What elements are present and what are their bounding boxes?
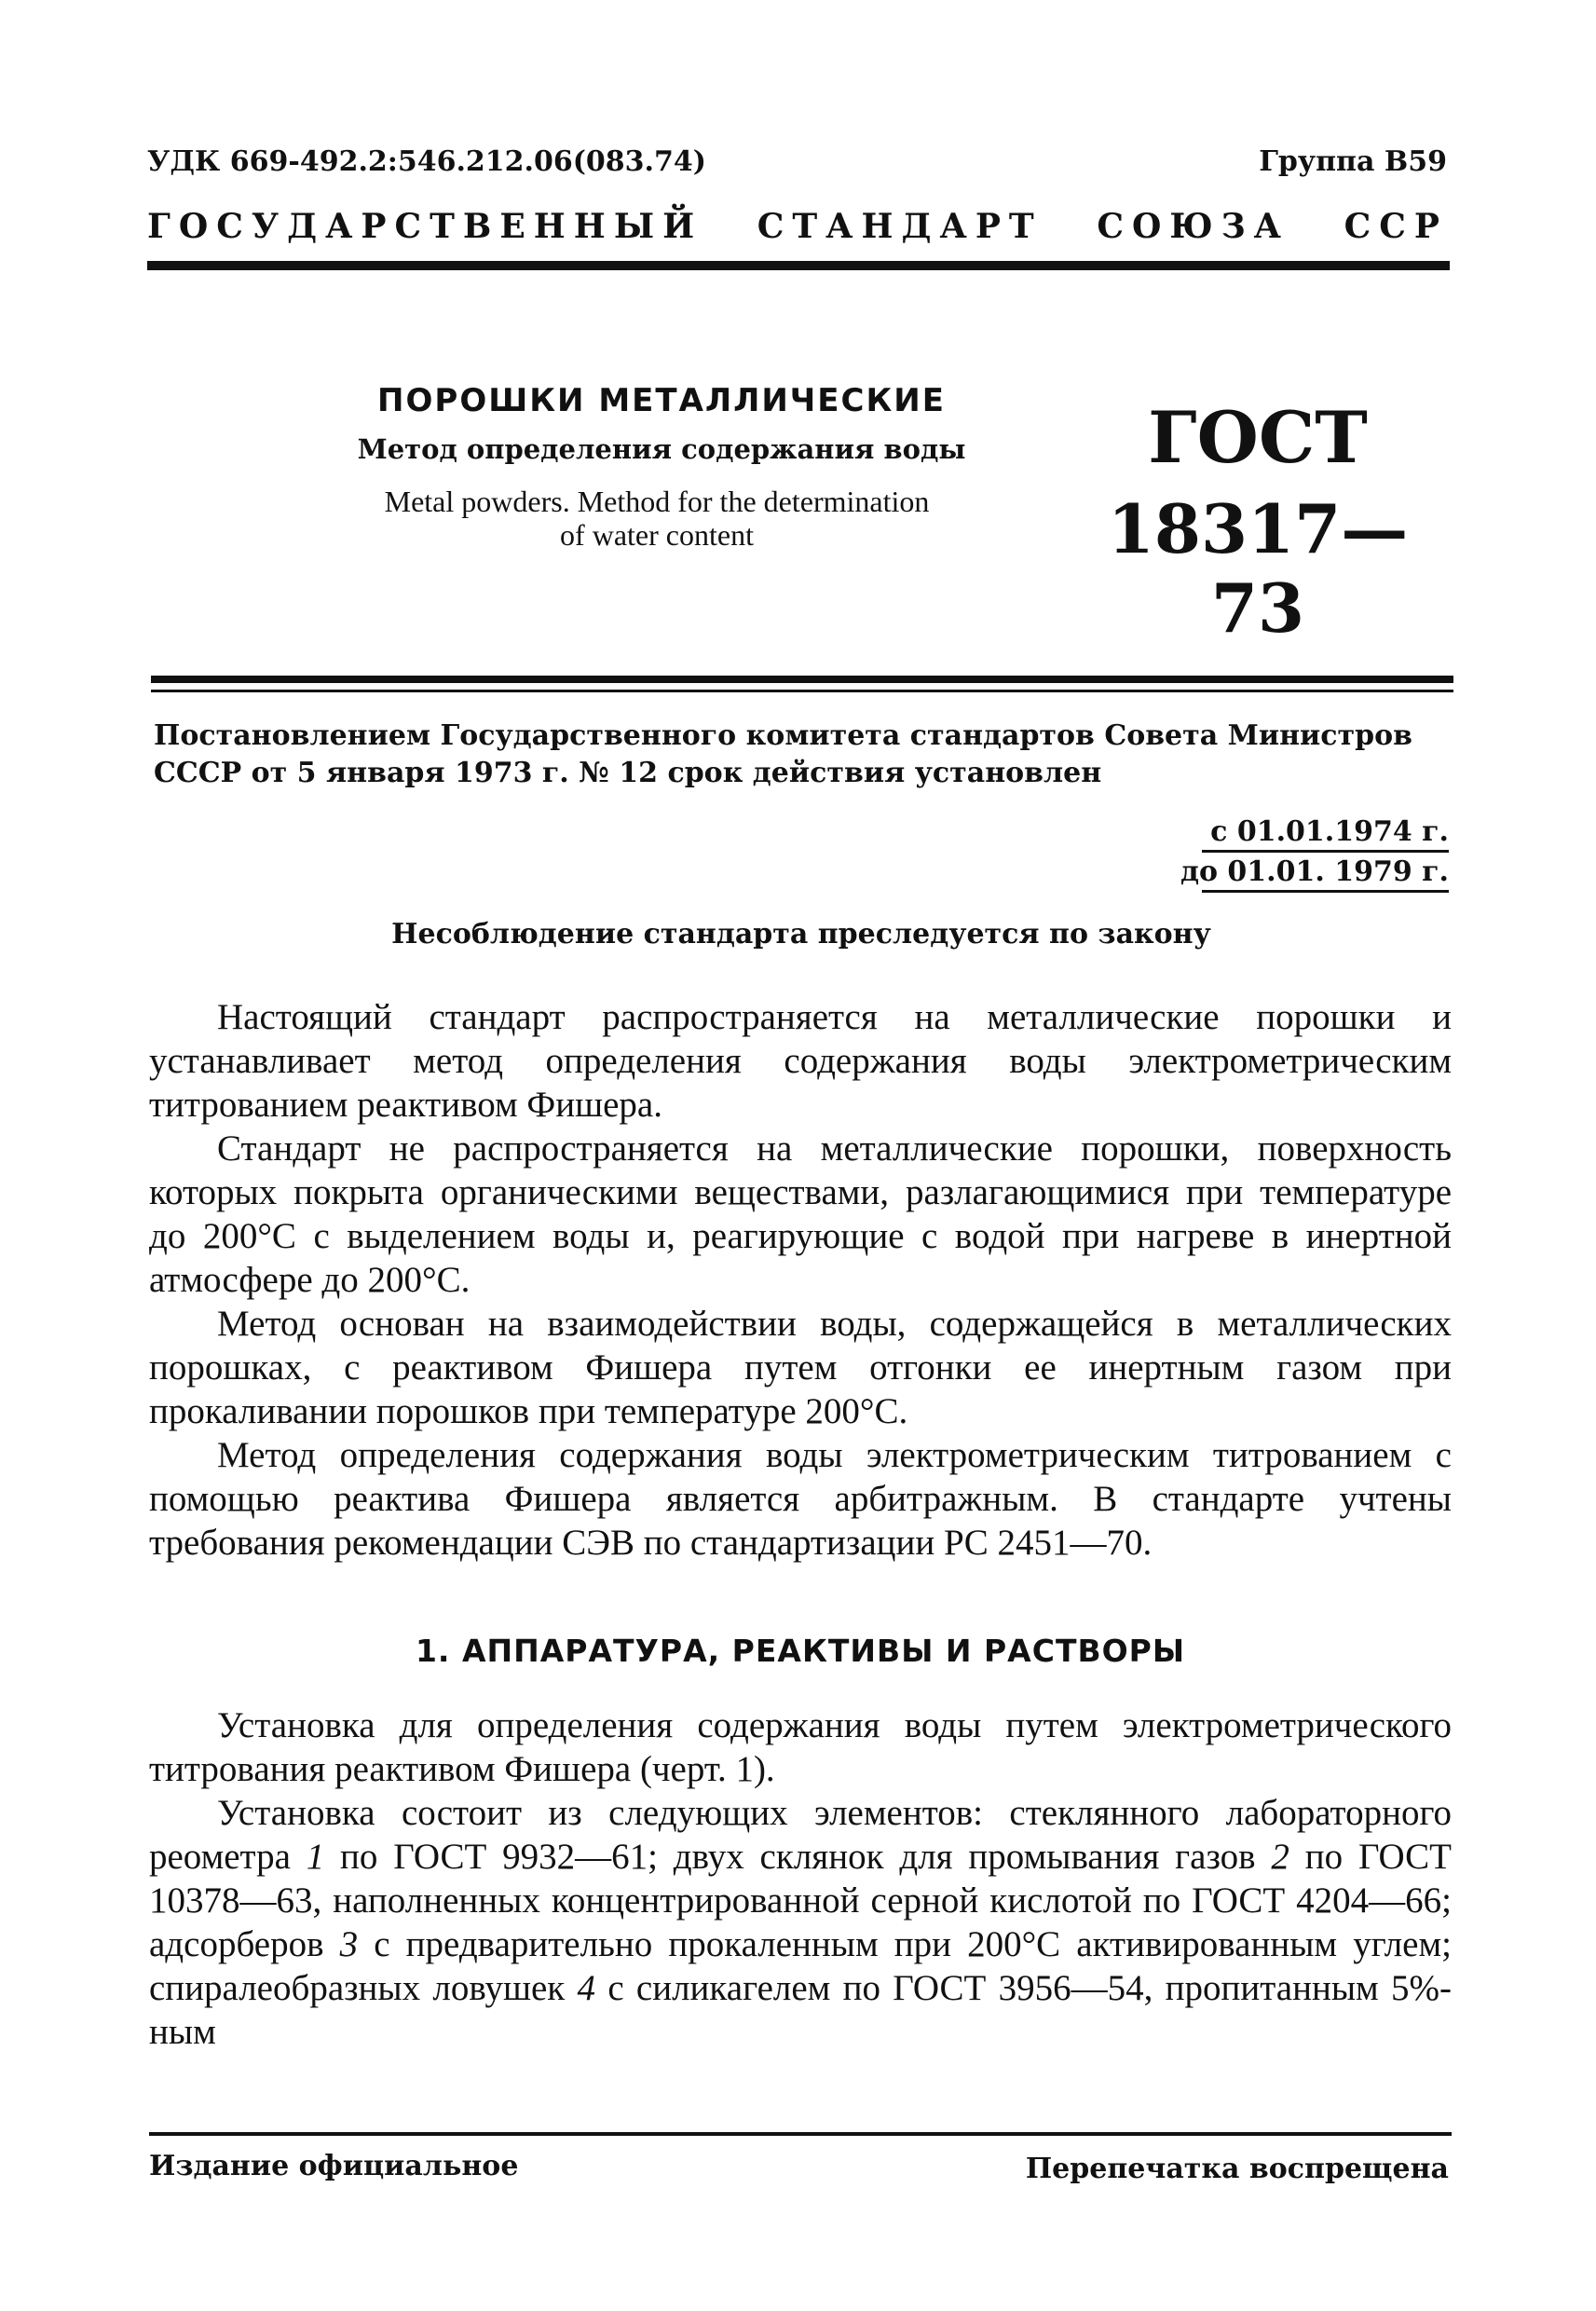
- date-to-underline: [1202, 890, 1449, 893]
- title-english-line-1: Metal powders. Method for the determination: [384, 485, 930, 518]
- title-english: [214, 485, 1099, 552]
- text-run: с предварительно прокаленным при 200°С активированным углем; спиралеобразных ловушек: [149, 1924, 1452, 2008]
- text-run: по ГОСТ 9932—61; двух склянок для промывания газов: [324, 1837, 1272, 1877]
- figure-ref-3: 3: [339, 1924, 359, 1964]
- gost-label: ГОСТ: [1148, 396, 1368, 479]
- section-paragraph: [149, 1791, 1452, 2054]
- header-divider: [147, 261, 1450, 270]
- validity-date-from: с 01.01.1974 г.: [1210, 815, 1449, 848]
- text-run: по ГОСТ 10378—63, наполненных концентрированной серной кислотой по ГОСТ 4204—66; адсорберов: [149, 1837, 1452, 1964]
- group-code: Группа В59: [1259, 145, 1447, 178]
- section-1-text: [149, 1703, 1452, 2054]
- title-russian: ПОРОШКИ МЕТАЛЛИЧЕСКИЕ: [377, 382, 946, 419]
- subtitle-russian: Метод определения содержания воды: [357, 433, 966, 465]
- state-standard-banner: ГОСУДАРСТВЕННЫЙ СТАНДАРТ СОЮЗА ССР: [147, 207, 1448, 246]
- figure-ref-1: 1: [306, 1837, 325, 1877]
- text-run: с силикагелем по ГОСТ 3956—54, пропитанным 5%-ным: [149, 1968, 1452, 2052]
- intro-paragraph: Стандарт не распространяется на металлические порошки, поверхность которых покрыта органическими веществами, разлагающимися при температуре до 200°С с выделением воды и, реагирующие с водой при нагреве в инертной атмосфере до 200°С.: [149, 1128, 1452, 1300]
- intro-paragraph: Метод основан на взаимодействии воды, содержащейся в металлических порошках, с реактивом Фишера путем отгонки ее инертным газом при прокаливании порошков при температуре 200°С.: [149, 1304, 1452, 1431]
- legal-warning: Несоблюдение стандарта преследуется по закону: [391, 918, 1211, 950]
- section-paragraph: Установка для определения содержания воды путем электрометрического титрования реактивом Фишера (черт. 1).: [149, 1705, 1452, 1789]
- date-from-underline: [1202, 850, 1449, 853]
- title-divider-thin: [151, 690, 1453, 692]
- validity-date-to: до 01.01. 1979 г.: [1180, 855, 1449, 888]
- footer-divider: [149, 2132, 1452, 2136]
- section-heading: 1. АППАРАТУРА, РЕАКТИВЫ И РАСТВОРЫ: [415, 1633, 1186, 1669]
- title-divider-thick: [151, 676, 1453, 683]
- decree-text: Постановлением Государственного комитета стандартов Совета Министров СССР от 5 января 1973 г. № 12 срок действия установлен: [154, 719, 1412, 789]
- intro-paragraph: Метод определения содержания воды электрометрическим титрованием с помощью реактива Фишера является арбитражным. В стандарте учтены требования рекомендации СЭВ по стандартизации PC 2451—70.: [149, 1435, 1452, 1563]
- udk-code: УДК 669-492.2:546.212.06(083.74): [147, 145, 706, 178]
- official-edition-note: Издание официальное: [149, 2150, 519, 2182]
- gost-number: 18317—73: [1107, 489, 1409, 648]
- figure-ref-4: 4: [577, 1968, 596, 2008]
- title-english-line-2: of water content: [560, 518, 754, 552]
- figure-ref-2: 2: [1271, 1837, 1289, 1877]
- text-run: Установка состоит из следующих элементов: стеклянного лабораторного реометра: [149, 1793, 1452, 1877]
- reprint-prohibited-note: Перепечатка воспрещена: [1025, 2153, 1449, 2185]
- intro-paragraph: Настоящий стандарт распространяется на металлические порошки и устанавливает метод определения содержания воды электрометрическим титрованием реактивом Фишера.: [149, 997, 1452, 1125]
- intro-text: [149, 995, 1452, 1565]
